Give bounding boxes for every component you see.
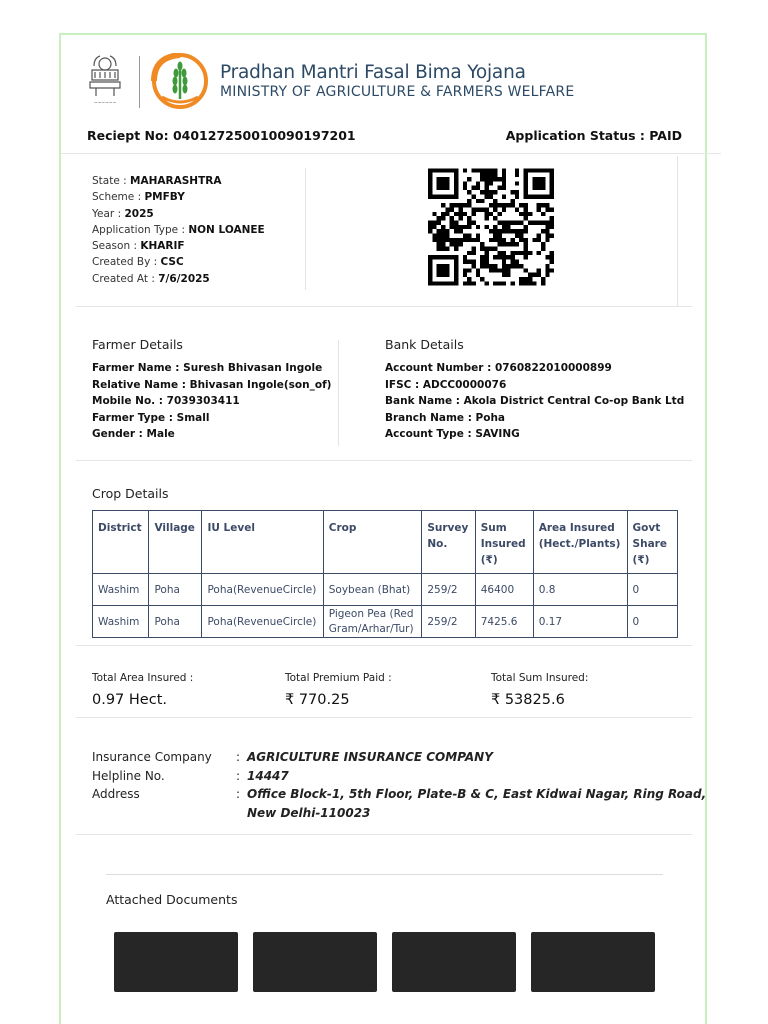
pmfby-logo-icon <box>150 53 210 109</box>
meta-state: State : MAHARASHTRA <box>92 175 222 187</box>
ifsc-code: IFSC : ADCC0000076 <box>385 378 507 391</box>
insurance-values <box>247 748 706 822</box>
document-thumbnail[interactable] <box>531 932 655 992</box>
farmer-details-title: Farmer Details <box>92 337 183 352</box>
application-status: Application Status : PAID <box>505 128 682 143</box>
svg-text:~~~~~~: ~~~~~~ <box>93 101 117 106</box>
table-cell: 0 <box>627 606 677 638</box>
total-premium-label: Total Premium Paid : <box>285 672 392 684</box>
helpline-value: 14447 <box>247 768 289 783</box>
total-area-value: 0.97 Hect. <box>92 692 167 708</box>
mobile-number: Mobile No. : 7039303411 <box>92 395 240 407</box>
insurance-labels <box>92 748 212 804</box>
helpline-label: Helpline No. <box>92 768 165 783</box>
meta-scheme: Scheme : PMFBY <box>92 191 185 204</box>
table-row <box>93 574 678 606</box>
account-type: Account Type : SAVING <box>385 428 520 440</box>
crop-table <box>92 510 678 638</box>
farmer-type: Farmer Type : Small <box>92 411 210 424</box>
column-header: Survey No. <box>422 511 475 574</box>
table-cell: 0 <box>627 574 677 606</box>
column-header: IU Level <box>202 511 323 574</box>
table-cell: Poha <box>149 574 202 606</box>
divider <box>76 306 692 307</box>
column-header: Village <box>149 511 202 574</box>
total-sum-value: ₹ 53825.6 <box>491 692 565 708</box>
divider <box>677 156 678 306</box>
divider <box>76 460 692 461</box>
table-cell: Soybean (Bhat) <box>323 574 422 606</box>
divider <box>76 645 692 646</box>
table-cell: Poha(RevenueCircle) <box>202 606 323 638</box>
farmer-name: Farmer Name : Suresh Bhivasan Ingole <box>92 362 323 374</box>
divider <box>305 168 306 290</box>
document-thumbnail[interactable] <box>392 932 516 992</box>
receipt-number: Reciept No: 040127250010090197201 <box>87 128 356 143</box>
bank-name: Bank Name : Akola District Central Co-op Bank Ltd <box>385 395 685 407</box>
divider <box>338 340 339 446</box>
total-area-label: Total Area Insured : <box>92 672 194 684</box>
bank-details <box>385 360 684 443</box>
divider <box>76 834 692 835</box>
divider <box>76 717 692 718</box>
table-cell: Poha(RevenueCircle) <box>202 574 323 606</box>
insurance-company-label: Insurance Company <box>92 750 212 764</box>
crop-details-title: Crop Details <box>92 486 169 501</box>
table-cell: 259/2 <box>422 606 475 638</box>
farmer-details <box>92 360 331 443</box>
table-cell: 0.8 <box>533 574 627 606</box>
table-header-row <box>93 511 678 574</box>
divider <box>106 874 663 875</box>
column-header: District <box>93 511 149 574</box>
column-header: Sum Insured (₹) <box>475 511 533 574</box>
gender: Gender : Male <box>92 428 175 440</box>
relative-name: Relative Name : Bhivasan Ingole(son_of) <box>92 378 332 391</box>
bank-details-title: Bank Details <box>385 337 464 352</box>
document-thumbnail[interactable] <box>253 932 377 992</box>
table-cell: 46400 <box>475 574 533 606</box>
application-meta <box>92 173 265 287</box>
account-number: Account Number : 0760822010000899 <box>385 362 612 374</box>
insurance-company-value: AGRICULTURE INSURANCE COMPANY <box>247 750 493 764</box>
header-separator <box>139 56 140 108</box>
insurance-colons: : : : <box>236 750 241 801</box>
total-premium-value: ₹ 770.25 <box>285 692 350 708</box>
column-header: Govt Share (₹) <box>627 511 677 574</box>
meta-application-type: Application Type : NON LOANEE <box>92 223 265 236</box>
table-cell: Washim <box>93 574 149 606</box>
national-emblem-icon <box>86 52 124 108</box>
column-header: Area Insured (Hect./Plants) <box>533 511 627 574</box>
divider <box>61 153 721 154</box>
address-line-1: Office Block-1, 5th Floor, Plate-B & C, East Kidwai Nagar, Ring Road, <box>247 787 707 801</box>
table-cell: 7425.6 <box>475 606 533 638</box>
attached-documents-title: Attached Documents <box>106 892 238 907</box>
qr-code <box>428 168 554 286</box>
branch-name: Branch Name : Poha <box>385 411 506 424</box>
meta-created-by: Created By : CSC <box>92 256 184 269</box>
table-row <box>93 606 678 638</box>
meta-created-at: Created At : 7/6/2025 <box>92 272 210 285</box>
meta-season: Season : KHARIF <box>92 240 185 253</box>
address-label: Address <box>92 787 140 801</box>
ministry-subtitle: MINISTRY OF AGRICULTURE & FARMERS WELFARE <box>220 84 575 100</box>
table-cell: Washim <box>93 606 149 638</box>
table-cell: Pigeon Pea (Red Gram/Arhar/Tur) <box>323 606 422 638</box>
table-cell: 0.17 <box>533 606 627 638</box>
total-sum-label: Total Sum Insured: <box>491 672 589 684</box>
document-thumbnail[interactable] <box>114 932 238 992</box>
address-line-2: New Delhi-110023 <box>247 805 371 820</box>
crop-table-container[interactable] <box>92 510 678 638</box>
page-title: Pradhan Mantri Fasal Bima Yojana <box>220 62 526 83</box>
table-cell: 259/2 <box>422 574 475 606</box>
meta-year: Year : 2025 <box>92 207 154 220</box>
table-cell: Poha <box>149 606 202 638</box>
column-header: Crop <box>323 511 422 574</box>
